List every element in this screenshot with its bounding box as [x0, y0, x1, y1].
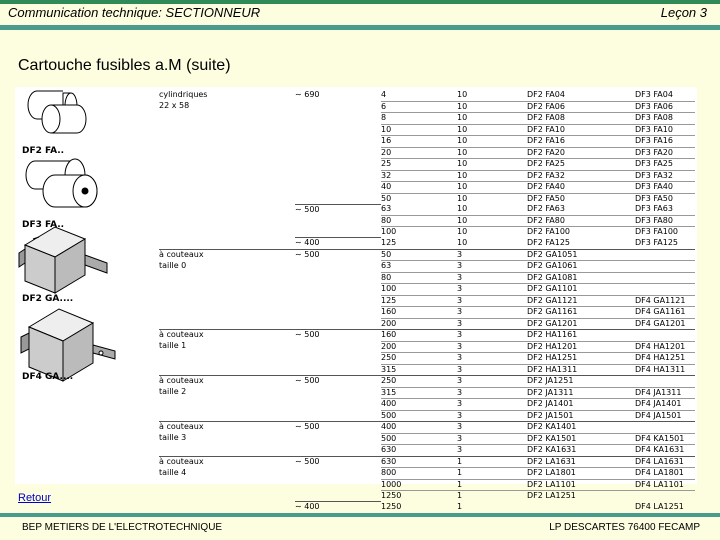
table-cell-c3: 100 — [381, 227, 457, 238]
table-cell-c3: 63 — [381, 261, 457, 273]
blade-fuse-image-1 — [19, 227, 107, 293]
table-cell-c4: 10 — [457, 113, 527, 125]
table-cell-c5: DF2 KA1401 — [527, 422, 635, 434]
table-row — [159, 376, 695, 388]
table-cell-c6: DF4 GA1121 — [635, 295, 695, 307]
table-cell-c2 — [295, 318, 381, 330]
table-cell-c1: à couteaux — [159, 456, 295, 468]
table-cell-c6: DF4 GA1201 — [635, 318, 695, 330]
table-cell-c2 — [295, 433, 381, 445]
table-cell-c3: 315 — [381, 387, 457, 399]
table-cell-c5: DF2 FA10 — [527, 124, 635, 136]
table-cell-c3: 4 — [381, 90, 387, 99]
table-cell-c6 — [635, 272, 695, 284]
table-cell-c1 — [159, 491, 295, 502]
table-cell-c6 — [635, 491, 695, 502]
table-row — [159, 433, 695, 445]
table-cell-c3: 63 — [381, 204, 392, 213]
table-row — [159, 479, 695, 491]
table-cell-c2: ∼ 500 — [295, 204, 381, 215]
table-cell-c1: à couteaux — [159, 249, 295, 261]
table-cell-c4: 3 — [457, 410, 527, 422]
table-cell-c2 — [295, 113, 381, 125]
table-cell-c2 — [295, 215, 381, 227]
table-cell-c6: DF3 FA16 — [635, 136, 695, 148]
table-cell-c1 — [159, 215, 295, 227]
table-cell-c2 — [295, 295, 381, 307]
table-cell-c2: ∼ 500 — [295, 422, 381, 434]
table-cell-c6: DF4 LA1801 — [635, 468, 695, 480]
table-cell-c5: DF2 FA50 — [527, 193, 635, 204]
table-cell-c3: 200 — [381, 318, 457, 330]
table-cell-c4: 3 — [457, 249, 527, 261]
table-cell-c4: 1 — [457, 491, 527, 502]
table-cell-c1: taille 2 — [159, 387, 187, 396]
table-cell-c5: DF2 GA1201 — [527, 318, 635, 330]
table-cell-c6: DF4 LA1251 — [635, 501, 684, 511]
table-cell-c2 — [295, 159, 381, 171]
table-row — [159, 341, 695, 353]
table-cell-c4: 10 — [457, 101, 527, 113]
table-cell-c2 — [295, 341, 381, 353]
table-cell-c6 — [635, 261, 695, 273]
blade-fuse-image-2 — [21, 309, 115, 381]
header-course-title: Communication technique: SECTIONNEUR — [8, 5, 261, 20]
table-cell-c4: 3 — [457, 387, 527, 399]
table-cell-c2 — [295, 445, 381, 457]
table-cell-c3: 40 — [381, 182, 457, 194]
table-cell-c4: 3 — [457, 353, 527, 365]
table-cell-c6: DF4 KA1501 — [635, 433, 695, 445]
table-cell-c6: DF3 FA63 — [635, 204, 673, 213]
table-cell-c3: 1250 — [381, 501, 402, 511]
table-cell-c4: 3 — [457, 261, 527, 273]
table-cell-c1 — [159, 147, 295, 159]
table-row — [159, 295, 695, 307]
table-cell-c4: 10 — [457, 90, 468, 99]
table-cell-c5: DF2 FA04 — [527, 90, 565, 99]
table-cell-c6: DF4 HA1201 — [635, 341, 695, 353]
table-cell-c4: 3 — [457, 399, 527, 411]
table-cell-c2 — [295, 387, 381, 399]
table-cell-c5: DF2 JA1401 — [527, 399, 635, 411]
table-cell-c1: taille 0 — [159, 260, 187, 270]
table-cell-c3: 32 — [381, 170, 457, 182]
table-cell-c1 — [159, 399, 295, 411]
table-cell-c2 — [295, 307, 381, 319]
top-accent-line — [0, 0, 720, 4]
cylindrical-fuse-image-1 — [28, 91, 86, 133]
table-cell-c4: 3 — [457, 272, 527, 284]
table-cell-c6: DF4 HA1311 — [635, 364, 695, 376]
table-cell-c4: 1 — [457, 501, 463, 511]
table-cell-c5: DF2 HA1161 — [527, 330, 635, 342]
table-row — [159, 101, 695, 113]
table-cell-c5: DF2 JA1311 — [527, 387, 635, 399]
table-cell-c1: à couteaux — [159, 422, 295, 434]
table-cell-c5 — [527, 502, 635, 513]
table-cell-c1 — [159, 159, 295, 171]
table-cell-c1 — [159, 227, 295, 238]
table-cell-c1 — [159, 136, 295, 148]
table-cell-c2 — [295, 227, 381, 238]
table-cell-c3: 800 — [381, 468, 457, 480]
table-cell-c5: DF2 GA1051 — [527, 249, 635, 261]
table-cell-c5: DF2 FA80 — [527, 215, 635, 227]
table-cell-c5: DF2 FA100 — [527, 227, 635, 238]
table-row — [159, 227, 695, 238]
table-cell-c4: 10 — [457, 237, 468, 247]
table-cell-c2 — [295, 399, 381, 411]
table-cell-c3: 10 — [381, 124, 457, 136]
cylindrical-fuse-image-2 — [26, 159, 97, 207]
table-cell-c3: 6 — [381, 101, 457, 113]
slide-title: Cartouche fusibles a.M (suite) — [18, 57, 231, 74]
table-cell-c6: DF3 FA04 — [635, 90, 673, 99]
table-cell-c1 — [159, 284, 295, 296]
table-cell-c4: 10 — [457, 170, 527, 182]
table-row — [159, 353, 695, 365]
fuse-label-df3-fa: DF3 FA.. — [22, 220, 65, 230]
footer-school-address: LP DESCARTES 76400 FECAMP — [549, 522, 700, 533]
table-cell-c6: DF3 FA25 — [635, 159, 695, 171]
table-cell-c3: 20 — [381, 147, 457, 159]
table-cell-c4: 1 — [457, 456, 527, 468]
table-cell-c5: DF2 FA06 — [527, 101, 635, 113]
table-cell-c5: DF2 GA1101 — [527, 284, 635, 296]
table-row — [159, 261, 695, 273]
table-cell-c5: DF2 LA1631 — [527, 456, 635, 468]
table-cell-c4: 3 — [457, 364, 527, 376]
table-row — [159, 364, 695, 376]
table-cell-c4: 10 — [457, 182, 527, 194]
table-row — [159, 491, 695, 502]
table-cell-c1 — [159, 307, 295, 319]
table-cell-c5: DF2 HA1311 — [527, 364, 635, 376]
table-cell-c5: DF2 LA1801 — [527, 468, 635, 480]
table-cell-c6: DF3 FA50 — [635, 193, 695, 204]
table-cell-c6: DF4 LA1631 — [635, 456, 695, 468]
table-cell-c1 — [159, 410, 295, 422]
table-cell-c1 — [159, 204, 295, 215]
table-cell-c6: DF3 FA100 — [635, 227, 695, 238]
table-cell-c1 — [159, 318, 295, 330]
table-cell-c6: DF3 FA06 — [635, 101, 695, 113]
table-row — [159, 502, 695, 513]
table-cell-c6: DF3 FA10 — [635, 124, 695, 136]
table-cell-c2 — [295, 364, 381, 376]
table-cell-c1 — [159, 124, 295, 136]
table-cell-c2: ∼ 500 — [295, 249, 381, 261]
table-cell-c3: 315 — [381, 364, 457, 376]
table-cell-c6: DF3 FA80 — [635, 215, 695, 227]
table-cell-c3: 400 — [381, 399, 457, 411]
table-cell-c3: 250 — [381, 353, 457, 365]
table-cell-c6: DF3 FA08 — [635, 113, 695, 125]
fuse-label-df2-fa: DF2 FA.. — [22, 146, 65, 156]
table-cell-c4: 3 — [457, 295, 527, 307]
header-lesson-number: Leçon 3 — [660, 5, 707, 20]
table-cell-c5: DF2 FA08 — [527, 113, 635, 125]
table-cell-c5: DF2 LA1101 — [527, 479, 635, 491]
table-row — [159, 468, 695, 480]
table-cell-c5: DF2 KA1631 — [527, 445, 635, 457]
table-cell-c2: ∼ 500 — [295, 376, 381, 388]
table-row — [159, 113, 695, 125]
table-cell-c2: ∼ 690 — [295, 90, 320, 99]
table-cell-c3: 160 — [381, 330, 457, 342]
table-cell-c2 — [295, 170, 381, 182]
table-cell-c5: DF2 FA40 — [527, 182, 635, 194]
table-cell-c2: ∼ 500 — [295, 456, 381, 468]
table-cell-c1 — [159, 182, 295, 194]
table-cell-c4: 10 — [457, 147, 527, 159]
table-cell-c6: DF3 FA32 — [635, 170, 695, 182]
table-row — [159, 399, 695, 411]
table-cell-c1: taille 3 — [159, 433, 187, 442]
table-cell-c5: DF2 JA1501 — [527, 410, 635, 422]
table-cell-c1 — [159, 445, 295, 457]
table-cell-c2: ∼ 500 — [295, 330, 381, 342]
table-cell-c1: à couteaux — [159, 376, 295, 388]
table-cell-c2 — [295, 284, 381, 296]
table-cell-c4: 3 — [457, 376, 527, 388]
table-cell-c4: 3 — [457, 433, 527, 445]
table-cell-c6 — [635, 330, 695, 342]
table-cell-c2 — [295, 193, 381, 204]
table-row — [159, 284, 695, 296]
table-cell-c3: 50 — [381, 193, 457, 204]
table-cell-c5: DF2 JA1251 — [527, 376, 635, 388]
table-cell-c2 — [295, 261, 381, 273]
table-cell-c6 — [635, 422, 695, 434]
footer-divider — [0, 513, 720, 517]
table-cell-c6: DF3 FA20 — [635, 147, 695, 159]
table-cell-c5: DF2 KA1501 — [527, 433, 635, 445]
table-cell-c2: ∼ 400 — [295, 238, 381, 250]
table-cell-c4: 3 — [457, 422, 527, 434]
table-cell-c6: DF4 JA1311 — [635, 387, 695, 399]
table-cell-c2 — [295, 124, 381, 136]
table-cell-c2 — [295, 479, 381, 491]
table-cell-c3: 630 — [381, 456, 457, 468]
table-row — [159, 204, 695, 215]
table-cell-c6: DF4 JA1401 — [635, 399, 695, 411]
table-cell-c4: 3 — [457, 307, 527, 319]
table-cell-c6 — [635, 249, 695, 261]
table-cell-c6: DF4 HA1251 — [635, 353, 695, 365]
table-cell-c4: 1 — [457, 468, 527, 480]
footer-school-program: BEP METIERS DE L'ELECTROTECHNIQUE — [22, 522, 223, 533]
table-row — [159, 182, 695, 194]
table-cell-c5: DF2 HA1201 — [527, 341, 635, 353]
table-cell-c2 — [295, 353, 381, 365]
table-cell-c4: 3 — [457, 445, 527, 457]
table-cell-c1 — [159, 295, 295, 307]
table-cell-c5: DF2 GA1161 — [527, 307, 635, 319]
table-cell-c3: 80 — [381, 215, 457, 227]
table-cell-c3: 160 — [381, 307, 457, 319]
table-row — [159, 238, 695, 250]
table-cell-c3: 8 — [381, 113, 457, 125]
table-cell-c4: 10 — [457, 193, 527, 204]
table-cell-c3: 50 — [381, 249, 457, 261]
retour-link[interactable]: Retour — [18, 492, 52, 504]
table-cell-c1 — [159, 272, 295, 284]
table-cell-c3: 200 — [381, 341, 457, 353]
table-cell-c3: 25 — [381, 159, 457, 171]
table-cell-c1: à couteaux — [159, 330, 295, 342]
table-cell-c3: 250 — [381, 376, 457, 388]
table-row — [159, 456, 695, 468]
table-cell-c4: 10 — [457, 136, 527, 148]
table-cell-c1 — [159, 113, 295, 125]
table-row — [159, 159, 695, 171]
table-cell-c1 — [159, 238, 295, 250]
table-cell-c5: DF2 GA1121 — [527, 295, 635, 307]
table-cell-c3: 125 — [381, 295, 457, 307]
table-row — [159, 307, 695, 319]
table-row — [159, 387, 695, 399]
table-row — [159, 147, 695, 159]
fuse-label-df2-ga: DF2 GA.... — [22, 294, 74, 304]
table-cell-c5: DF2 LA1251 — [527, 491, 635, 502]
table-cell-c3: 400 — [381, 422, 457, 434]
table-cell-c5: DF2 GA1061 — [527, 261, 635, 273]
table-cell-c1 — [159, 364, 295, 376]
table-cell-c2 — [295, 468, 381, 480]
table-cell-c4: 10 — [457, 124, 527, 136]
table-cell-c4: 10 — [457, 215, 527, 227]
table-cell-c4: 10 — [457, 227, 527, 238]
table-cell-c2 — [295, 182, 381, 194]
table-row — [159, 170, 695, 182]
table-cell-c3: 125 — [381, 237, 397, 247]
table-cell-c5: DF2 HA1251 — [527, 353, 635, 365]
table-row — [159, 422, 695, 434]
table-cell-c6: DF3 FA40 — [635, 182, 695, 194]
table-cell-c2 — [295, 272, 381, 284]
table-row — [159, 193, 695, 204]
table-cell-c5: DF2 FA16 — [527, 136, 635, 148]
table-cell-c4: 3 — [457, 284, 527, 296]
table-cell-c3: 80 — [381, 272, 457, 284]
table-row — [159, 249, 695, 261]
table-cell-c6: DF4 GA1161 — [635, 307, 695, 319]
table-cell-c6 — [635, 284, 695, 296]
table-row — [159, 124, 695, 136]
table-cell-c4: 3 — [457, 330, 527, 342]
table-cell-c5: DF2 FA63 — [527, 204, 565, 213]
table-cell-c4: 10 — [457, 204, 468, 213]
table-cell-c2 — [295, 136, 381, 148]
table-cell-c1 — [159, 193, 295, 204]
table-cell-c5: DF2 FA125 — [527, 237, 571, 247]
table-cell-c3: 100 — [381, 284, 457, 296]
table-cell-c1: cylindriques — [159, 90, 208, 99]
table-cell-c4: 3 — [457, 341, 527, 353]
table-cell-c1 — [159, 479, 295, 491]
table-cell-c1: 22 x 58 — [159, 101, 190, 110]
table-row — [159, 318, 695, 330]
table-cell-c5: DF2 FA20 — [527, 147, 635, 159]
table-row — [159, 410, 695, 422]
table-cell-c5: DF2 GA1081 — [527, 272, 635, 284]
table-cell-c6: DF4 KA1631 — [635, 445, 695, 457]
table-cell-c1: taille 1 — [159, 341, 187, 350]
table-cell-c3: 630 — [381, 445, 457, 457]
table-cell-c3: 1250 — [381, 491, 457, 502]
table-cell-c3: 500 — [381, 410, 457, 422]
table-cell-c2 — [295, 410, 381, 422]
table-cell-c5: DF2 FA25 — [527, 159, 635, 171]
table-cell-c2: ∼ 400 — [295, 502, 381, 513]
table-cell-c1 — [159, 502, 295, 513]
table-cell-c1 — [159, 353, 295, 365]
table-cell-c2 — [295, 101, 381, 113]
table-row — [159, 136, 695, 148]
table-cell-c4: 3 — [457, 318, 527, 330]
fuse-spec-table — [159, 90, 695, 513]
table-cell-c6: DF3 FA125 — [635, 237, 679, 247]
table-cell-c6: DF4 JA1501 — [635, 410, 695, 422]
table-cell-c3: 16 — [381, 136, 457, 148]
table-row — [159, 90, 695, 101]
table-row — [159, 330, 695, 342]
table-cell-c6: DF4 LA1101 — [635, 479, 695, 491]
table-row — [159, 445, 695, 457]
header-divider — [0, 25, 720, 30]
table-row — [159, 215, 695, 227]
table-cell-c4: 1 — [457, 479, 527, 491]
table-cell-c6 — [635, 376, 695, 388]
table-cell-c2 — [295, 491, 381, 502]
table-cell-c2 — [295, 147, 381, 159]
table-cell-c3: 500 — [381, 433, 457, 445]
table-cell-c3: 1000 — [381, 479, 457, 491]
table-cell-c4: 10 — [457, 159, 527, 171]
table-cell-c5: DF2 FA32 — [527, 170, 635, 182]
fuse-label-df4-ga: DF4 GA.... — [22, 372, 74, 382]
table-cell-c1: taille 4 — [159, 467, 187, 477]
table-row — [159, 272, 695, 284]
table-cell-c1 — [159, 170, 295, 182]
